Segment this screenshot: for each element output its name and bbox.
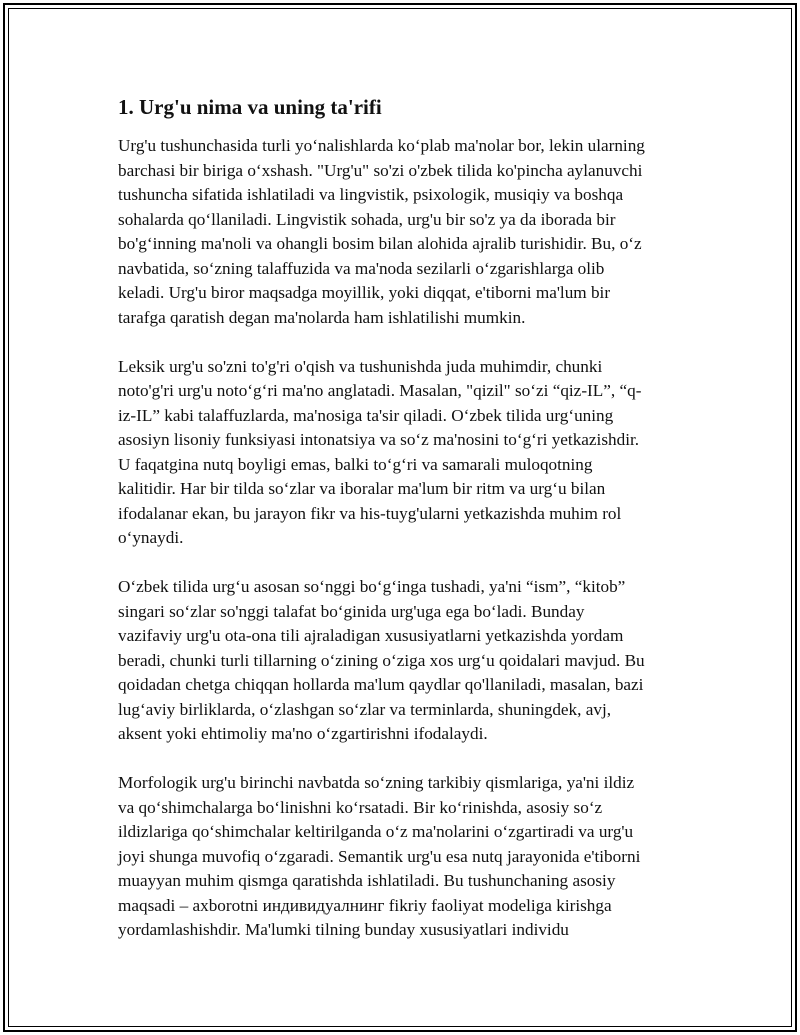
text-line: yordamlashishdir. Ma'lumki tilning bunday xususiyatlari individu (118, 920, 569, 939)
text-line: iz-IL” kabi talaffuzlarda, ma'nosiga ta'sir qiladi. O‘zbek tilida urg‘uning (118, 405, 614, 425)
text-line: ifodalanar ekan, bu jarayon fikr va his-tuyg'ularni yetkazishda muhim rol (118, 503, 622, 523)
text-line: bo'g‘inning ma'noli va ohangli bosim bilan alohida ajralib turishidir. Bu, o‘z (118, 234, 642, 253)
text-line: beradi, chunki turli tillarning o‘zining o‘ziga xos urg‘u qoidalari mavjud. Bu (118, 650, 645, 670)
text-line: asosiyn lisoniy funksiyasi intonatsiya va so‘z ma'nosini to‘g‘ri yetkazishdir. (118, 430, 640, 449)
text-line: Urg'u tushunchasida turli yo‘nalishlarda ko‘plab ma'nolar bor, lekin ularning (118, 136, 645, 155)
text-line: Morfologik urg'u birinchi navbatda so‘zning tarkibiy qismlariga, ya'ni ildiz (118, 773, 635, 792)
text-line: barchasi bir biriga o‘xshash. "Urg'u" so'zi o'zbek tilida ko'pincha aylanuvchi (118, 160, 643, 180)
text-line: o‘ynaydi. (118, 528, 184, 547)
text-line: singari so‘zlar so'nggi talafat bo‘ginida urg'uga ega bo‘ladi. Bunday (118, 601, 585, 621)
text-line: O‘zbek tilida urg‘u asosan so‘nggi bo‘g‘inga tushadi, ya'ni “ism”, “kitob” (118, 577, 626, 596)
text-line: navbatida, so‘zning talaffuzida va ma'noda sezilarli o‘zgarishlarga olib (118, 258, 605, 278)
text-line: Leksik urg'u so'zni to'g'ri o'qish va tushunishda juda muhimdir, chunki (118, 356, 603, 376)
text-line: ildizlariga qo‘shimchalar keltirilganda o‘z ma'nolarini o‘zgartiradi va urg'u (118, 822, 634, 841)
text-line: qoidadan chetga chiqqan hollarda ma'lum qaydlar qo'llaniladi, masalan, bazi (118, 675, 644, 694)
text-line: sohalarda qo‘llaniladi. Lingvistik sohada, urg'u bir so'z ya da iborada bir (118, 209, 616, 229)
text-line: tushuncha sifatida ishlatiladi va lingvistik, psixologik, musiqiy va boshqa (118, 185, 624, 204)
text-line: U faqatgina nutq boyligi emas, balki to‘g‘ri va samarali muloqotning (118, 454, 593, 474)
text-line: muayyan muhim qismga qaratishda ishlatiladi. Bu tushunchaning asosiy (118, 871, 616, 890)
text-line: keladi. Urg'u biror maqsadga moyillik, yoki diqqat, e'tiborni ma'lum bir (118, 283, 611, 302)
paragraph-2 (118, 355, 693, 551)
text-line: lug‘aviy birliklarda, o‘zlashgan so‘zlar va terminlarda, shuningdek, avj, (118, 699, 612, 719)
paragraph-1 (118, 134, 693, 330)
paragraph-4 (118, 771, 693, 943)
text-line: aksent yoki ehtimoliy ma'no o‘zgartirishni ifodalaydi. (118, 724, 488, 743)
text-line: maqsadi – axborotni индивидуалнинг fikriy faoliyat modeliga kirishga (118, 895, 612, 915)
text-line: noto'g'ri urg'u noto‘g‘ri ma'no anglatadi. Masalan, "qizil" so‘zi “qiz-IL”, “q- (118, 381, 642, 400)
text-line: va qo‘shimchalarga bo‘linishni ko‘rsatadi. Bir ko‘rinishda, asosiy so‘z (118, 797, 603, 817)
paragraph-3 (118, 575, 693, 747)
document-body (118, 94, 693, 967)
text-line: kalitidir. Har bir tilda so‘zlar va iboralar ma'lum bir ritm va urg‘u bilan (118, 479, 606, 498)
section-heading: 1. Urg'u nima va uning ta'rifi (118, 95, 382, 119)
text-line: vazifaviy urg'u ota-ona tili ajraladigan xususiyatlarni yetkazishda yordam (118, 626, 624, 645)
text-line: tarafga qaratish degan ma'nolarda ham ishlatilishi mumkin. (118, 307, 526, 327)
text-line: joyi shunga muvofiq o‘zgaradi. Semantik urg'u esa nutq jarayonida e'tiborni (118, 846, 641, 866)
